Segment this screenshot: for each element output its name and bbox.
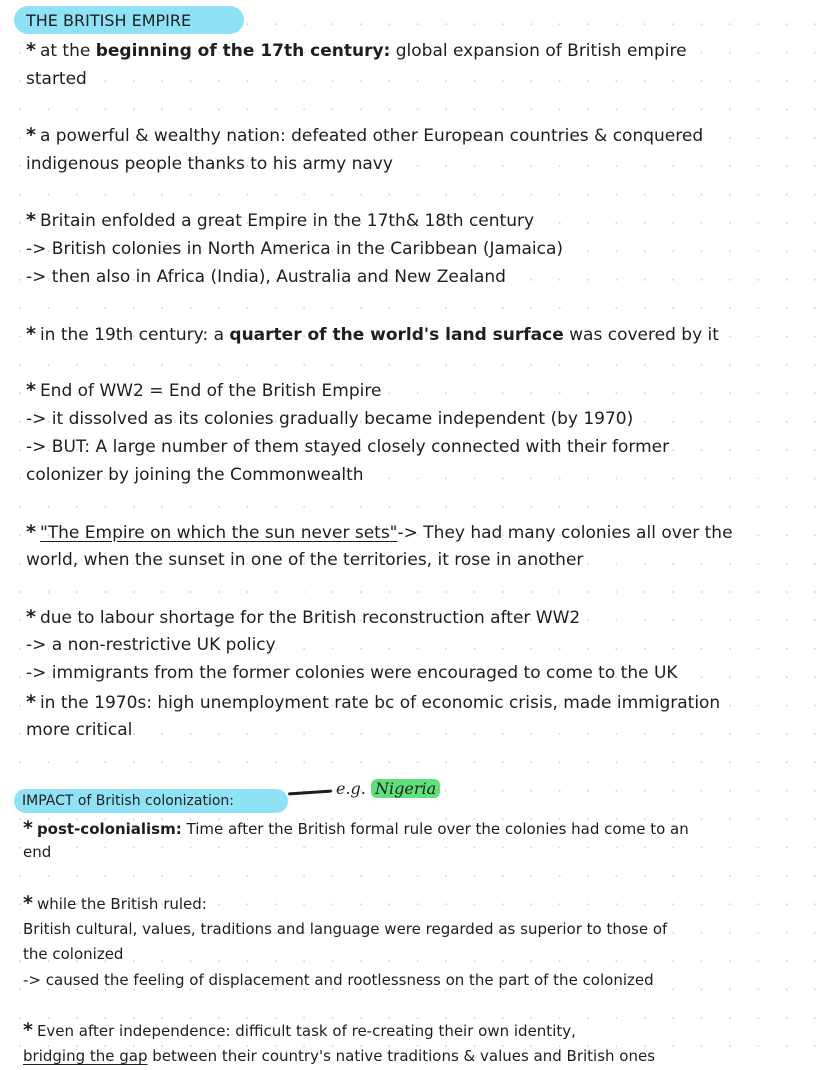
note-line xyxy=(23,1016,576,1045)
annotation-dash xyxy=(288,789,332,795)
underlined-text: bridging the gap xyxy=(23,1047,148,1065)
note-line xyxy=(23,814,689,843)
section-title-british-empire xyxy=(14,6,244,34)
note-line: -> caused the feeling of displacement and rootlessness on the part of the colonized xyxy=(23,971,654,989)
note-line xyxy=(26,121,703,150)
bullet-star: * xyxy=(26,606,36,628)
bullet-star: * xyxy=(26,323,36,345)
bold-text: beginning of the 17th century: xyxy=(95,41,391,61)
bullet-star: * xyxy=(26,521,36,543)
text: in the 19th century: a xyxy=(39,325,230,345)
note-line: -> immigrants from the former colonies were encouraged to come to the UK xyxy=(26,663,678,683)
bullet-star: * xyxy=(23,892,33,914)
bullet-star: * xyxy=(26,39,36,61)
bullet-star: * xyxy=(26,209,36,231)
note-line: -> a non-restrictive UK policy xyxy=(26,635,276,655)
note-line xyxy=(26,320,719,349)
text: at the xyxy=(39,41,96,61)
bullet-star: * xyxy=(23,1019,33,1041)
bullet-star: * xyxy=(23,817,33,839)
text: Even after independence: difficult task of re-creating their own identity, xyxy=(36,1022,576,1040)
note-line xyxy=(23,889,207,918)
note-line: colonizer by joining the Commonwealth xyxy=(26,465,364,485)
note-line xyxy=(26,376,381,405)
text: Britain enfolded a great Empire in the 17th& 18th century xyxy=(39,211,535,231)
note-line: more critical xyxy=(26,720,133,740)
text: between their country's native traditions & values and British ones xyxy=(147,1047,656,1065)
note-line: -> it dissolved as its colonies gradually became independent (by 1970) xyxy=(26,409,634,429)
bold-text: post-colonialism: xyxy=(36,820,182,838)
section-title-text: IMPACT of British colonization: xyxy=(22,793,234,809)
text: -> They had many colonies all over the xyxy=(397,523,733,543)
note-line xyxy=(26,206,534,235)
bullet-star: * xyxy=(26,379,36,401)
text: a powerful & wealthy nation: defeated other European countries & conquered xyxy=(39,126,704,146)
text: was covered by it xyxy=(563,325,719,345)
note-line xyxy=(26,688,720,717)
note-line xyxy=(26,603,580,632)
note-line: end xyxy=(23,843,52,861)
note-line xyxy=(26,36,687,65)
note-line: world, when the sunset in one of the territories, it rose in another xyxy=(26,550,584,570)
section-title-impact xyxy=(14,789,288,813)
bullet-star: * xyxy=(26,124,36,146)
bold-text: quarter of the world's land surface xyxy=(229,325,564,345)
note-line: -> then also in Africa (India), Australia and New Zealand xyxy=(26,267,506,287)
note-line xyxy=(26,518,733,547)
bullet-star: * xyxy=(26,691,36,713)
annotation-eg-text: e.g. xyxy=(336,779,366,798)
section-title-text: THE BRITISH EMPIRE xyxy=(26,11,192,30)
annotation-country-highlight: Nigeria xyxy=(371,779,440,798)
note-line: -> British colonies in North America in the Caribbean (Jamaica) xyxy=(26,239,564,259)
text: Time after the British formal rule over the colonies had come to an xyxy=(181,820,689,838)
text: global expansion of British empire xyxy=(390,41,687,61)
note-line: indigenous people thanks to his army navy xyxy=(26,154,393,174)
note-line: started xyxy=(26,69,87,89)
text: due to labour shortage for the British reconstruction after WW2 xyxy=(39,608,581,628)
text: in the 1970s: high unemployment rate bc of economic crisis, made immigration xyxy=(39,693,721,713)
annotation-example xyxy=(336,779,440,798)
note-line: -> BUT: A large number of them stayed closely connected with their former xyxy=(26,437,670,457)
note-line xyxy=(23,1042,655,1070)
underlined-quote: "The Empire on which the sun never sets" xyxy=(39,523,398,543)
text: End of WW2 = End of the British Empire xyxy=(39,381,382,401)
text: while the British ruled: xyxy=(36,895,207,913)
note-line: the colonized xyxy=(23,945,124,963)
note-line: British cultural, values, traditions and language were regarded as superior to those of xyxy=(23,920,668,938)
